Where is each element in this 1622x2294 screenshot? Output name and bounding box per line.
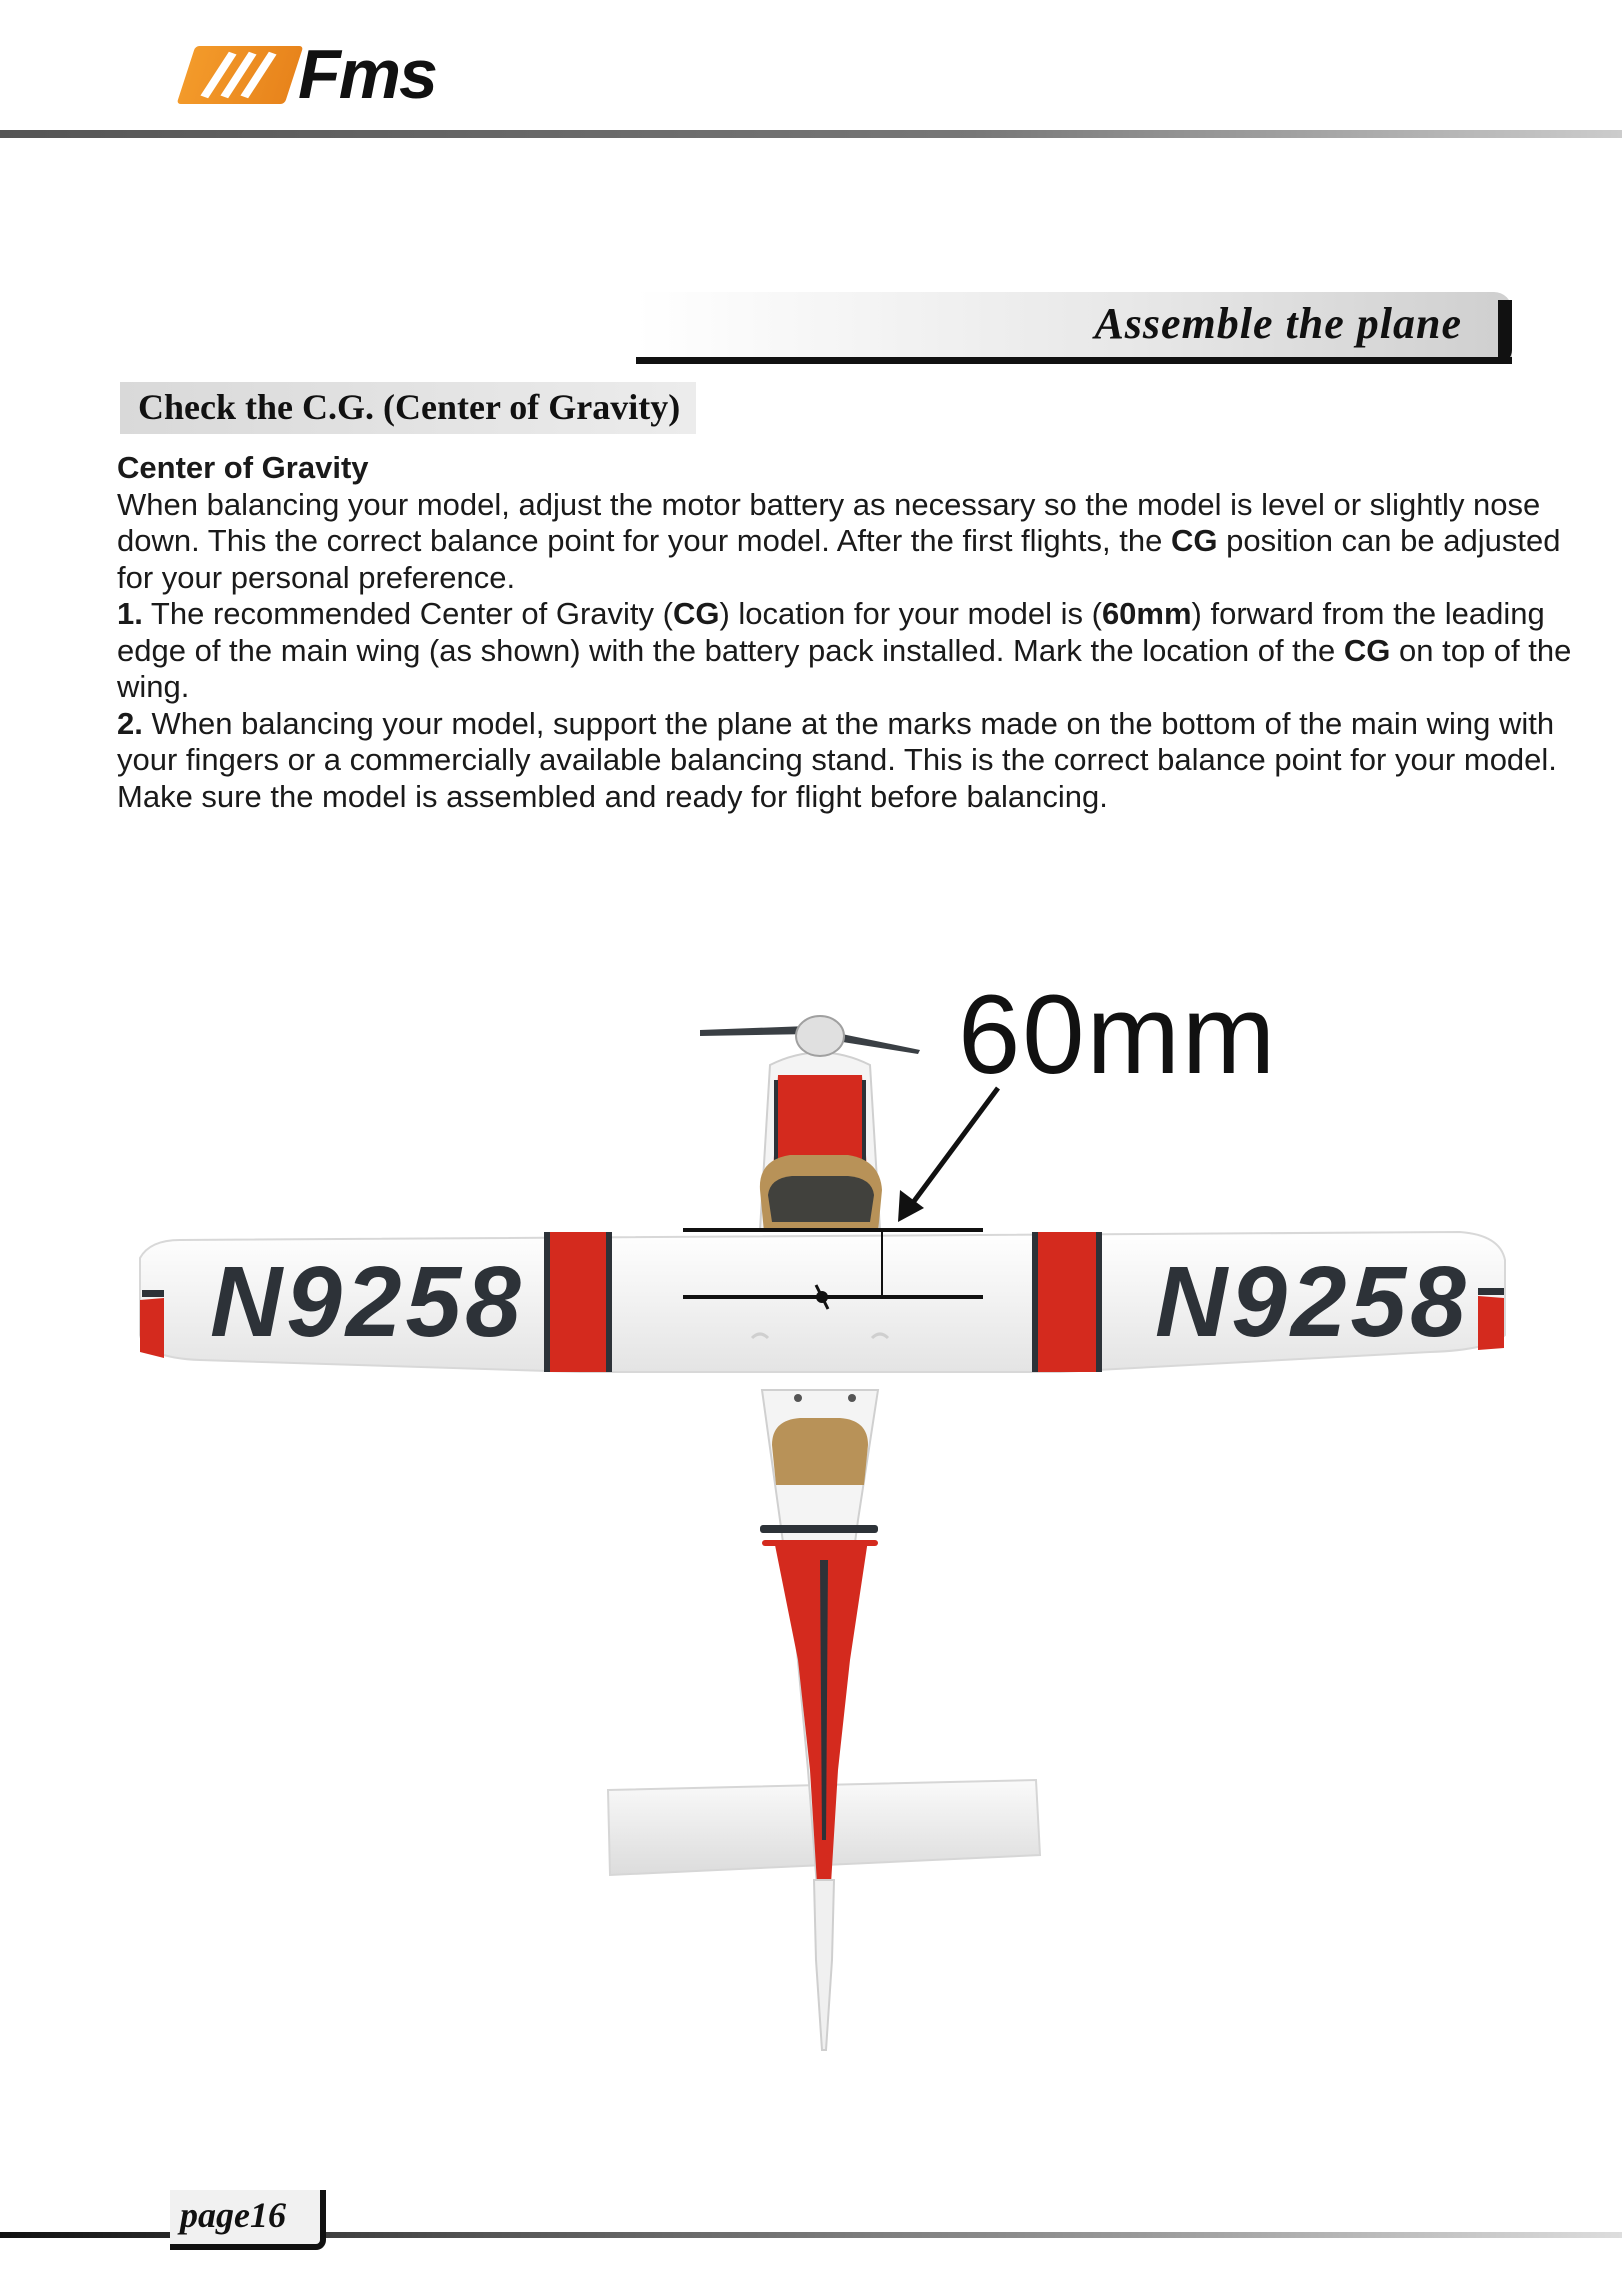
left-wing-stripe [546,1232,608,1372]
right-wing-stripe [1038,1232,1100,1372]
left-wingtip [140,1298,164,1358]
airplane-illustration [0,940,1622,2080]
step-2-number: 2. [117,705,143,741]
intro-paragraph [117,487,1597,597]
step-1-number: 1. [117,596,143,631]
step-1-text-b: ) location for your model is ( [719,596,1102,631]
fms-logo-mark [177,46,304,104]
rudder [814,1880,834,2050]
intro-bold-cg: CG [1170,523,1218,558]
page-number: page16 [180,2195,286,2235]
section-banner-hook [1498,300,1512,364]
step-1-text-c: ) forward from the leading edge of the main wing (as shown) with the battery pack installed. Mark the location of the [117,596,1545,668]
cg-heading: Center of Gravity [117,450,369,485]
step-1-bold-cg: CG [672,596,720,631]
instructions-body [117,450,1597,815]
step-1-text-d: on top of the wing. [117,632,1572,704]
section-banner [636,292,1512,364]
measurement-arrow [906,1088,998,1212]
rear-canopy [772,1418,868,1485]
step-2-text: When balancing your model, support the plane at the marks made on the bottom of the main wing with your fingers or a commercially available balancing stand. This is the correct balance point for your model. Make sure the model is assembled and ready for flight before balancing. [117,705,1557,814]
header-rule [0,130,1622,138]
measurement-label: 60mm [958,972,1278,1097]
fms-logo [186,35,516,113]
registration-left: N9258 [210,1246,525,1358]
step-1 [117,596,1597,706]
propeller [700,1016,920,1056]
section-banner-rule [636,357,1512,364]
registration-right: N9258 [1155,1246,1470,1358]
cg-diagram [0,940,1622,2080]
step-2 [117,706,1597,816]
right-wingtip [1478,1296,1504,1350]
fms-logo-text: Fms [298,35,436,113]
step-1-text-a: The recommended Center of Gravity ( [142,596,673,631]
step-1-bold-distance: 60mm [1101,596,1192,631]
page-number-badge [170,2190,326,2250]
step-1-bold-cg-2: CG [1343,632,1391,668]
intro-text-a: When balancing your model, adjust the motor battery as necessary so the model is level or slightly nose down. This the correct balance point for your model. After the first flights, the [117,486,1541,558]
subsection-title: Check the C.G. (Center of Gravity) [120,382,696,434]
intro-text-b: position can be adjusted for your personal preference. [117,523,1561,595]
section-title: Assemble the plane [1094,299,1462,348]
